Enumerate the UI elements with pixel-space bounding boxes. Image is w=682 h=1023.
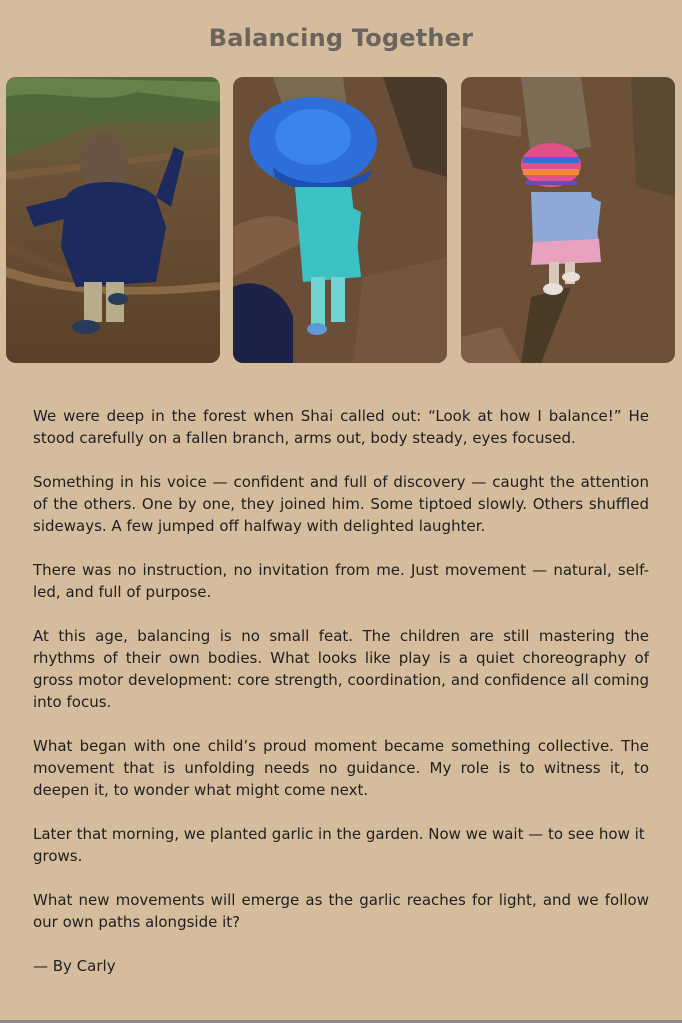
photo-child-blue-hat: [233, 77, 447, 363]
child-blue-hat-photo-icon: [233, 77, 447, 363]
child-balancing-photo-icon: [6, 77, 220, 363]
photo-child-striped-hat: [461, 77, 675, 363]
paragraph-3: There was no instruction, no invitation from me. Just movement — natural, self-led, and full of purpose.: [33, 561, 649, 601]
paragraph-2: Something in his voice — confident and full of discovery — caught the attention of the others. One by one, they joined him. Some tiptoed slowly. Others shuffled sideways. A few jumped off halfway with delighted laughter.: [33, 473, 649, 535]
author-signature: — By Carly: [33, 957, 116, 975]
paragraph-4: At this age, balancing is no small feat. The children are still mastering the rhythms of their own bodies. What looks like play is a quiet choreography of gross motor development: core strength, coordination, and confidence all coming into focus.: [33, 627, 649, 711]
paragraph-7: What new movements will emerge as the garlic reaches for light, and we follow our own paths alongside it?: [33, 891, 649, 931]
story-text: [33, 405, 649, 999]
page-title: Balancing Together: [208, 24, 474, 52]
child-striped-hat-photo-icon: [461, 77, 675, 363]
photo-child-balancing: [6, 77, 220, 363]
paragraph-1: We were deep in the forest when Shai called out: “Look at how I balance!” He stood carefully on a fallen branch, arms out, body steady, eyes focused.: [33, 407, 649, 447]
paragraph-5: What began with one child’s proud moment became something collective. The movement that is unfolding needs no guidance. My role is to witness it, to deepen it, to wonder what might come next.: [33, 737, 649, 799]
paragraph-6: Later that morning, we planted garlic in the garden. Now we wait — to see how it grows.: [33, 825, 645, 865]
